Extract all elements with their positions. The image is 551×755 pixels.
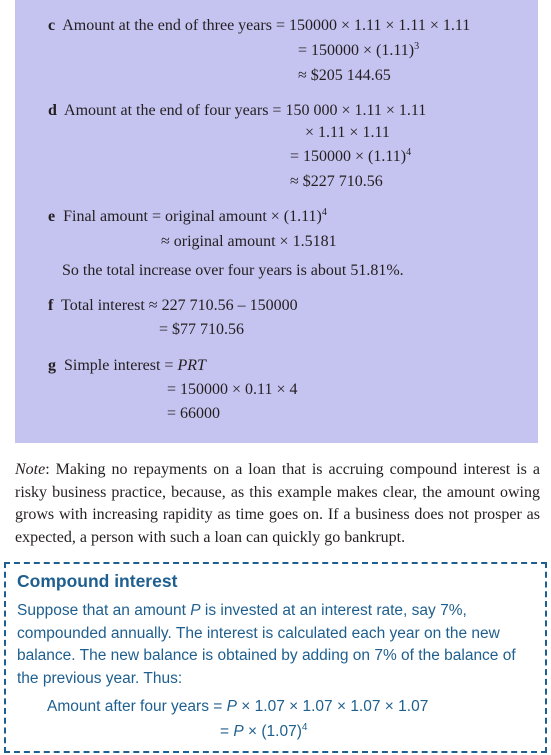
compound-interest-body: Suppose that an amount P is invested at an interest rate, say 7%, compounded annually. The interest is calculated each year on the new balance. The new balance is obtained by adding on 7% of the balance of the previous year. Thus: <box>17 602 516 687</box>
part-c-line-3: ≈ $205 144.65 <box>298 67 391 84</box>
part-d-line-2: × 1.11 × 1.11 <box>305 124 390 141</box>
compound-interest-formula-2: = $P \times (1.07)^4$ <box>220 722 308 740</box>
part-e-line-2: ≈ original amount × 1.5181 <box>161 233 337 250</box>
part-d-line-3: = $150000 \times (1.11)^4$ <box>290 147 412 165</box>
note-text: : Making no repayments on a loan that is accruing compound interest is a risky business practice, because, as this example makes clear, the amount owing grows with increasing rapidity as time goes on. If a business does not prosper as expected, a person with such a loan can quickly go bankrupt. <box>15 461 540 546</box>
compound-interest-title: Compound interest <box>17 571 178 591</box>
part-c-label: c <box>48 17 56 34</box>
part-g-label: g <box>48 357 56 374</box>
part-c-line-1: c Amount at the end of three years = 150000 × 1.11 × 1.11 × 1.11 <box>48 17 471 34</box>
part-f-line-1: f Total interest ≈ 227 710.56 – 150000 <box>48 297 298 314</box>
note-label: Note <box>15 461 46 478</box>
part-e-line-1: e Final amount = original amount × $(1.11)^4$ <box>48 207 327 225</box>
part-d-line-4: ≈ $227 710.56 <box>290 173 383 190</box>
part-e-conclusion: So the total increase over four years is about 51.81%. <box>62 262 404 279</box>
compound-interest-formula-1: Amount after four years = P × 1.07 × 1.07 × 1.07 × 1.07 <box>47 698 429 715</box>
part-g-line-3: = 66000 <box>167 405 221 422</box>
part-d-label: d <box>48 102 57 119</box>
part-g-line-1: g Simple interest = PRT <box>48 357 206 374</box>
part-f-line-2: = $77 710.56 <box>159 321 245 338</box>
part-e-label: e <box>48 208 56 225</box>
part-d-line-1: d Amount at the end of four years = 150 000 × 1.11 × 1.11 <box>48 102 427 119</box>
part-c-line-2: = $150000 \times (1.11)^3$ <box>298 41 420 59</box>
note-paragraph <box>15 459 540 549</box>
part-g-line-2: = 150000 × 0.11 × 4 <box>167 381 298 398</box>
compound-interest-box <box>4 562 547 753</box>
part-f-label: f <box>48 297 54 314</box>
